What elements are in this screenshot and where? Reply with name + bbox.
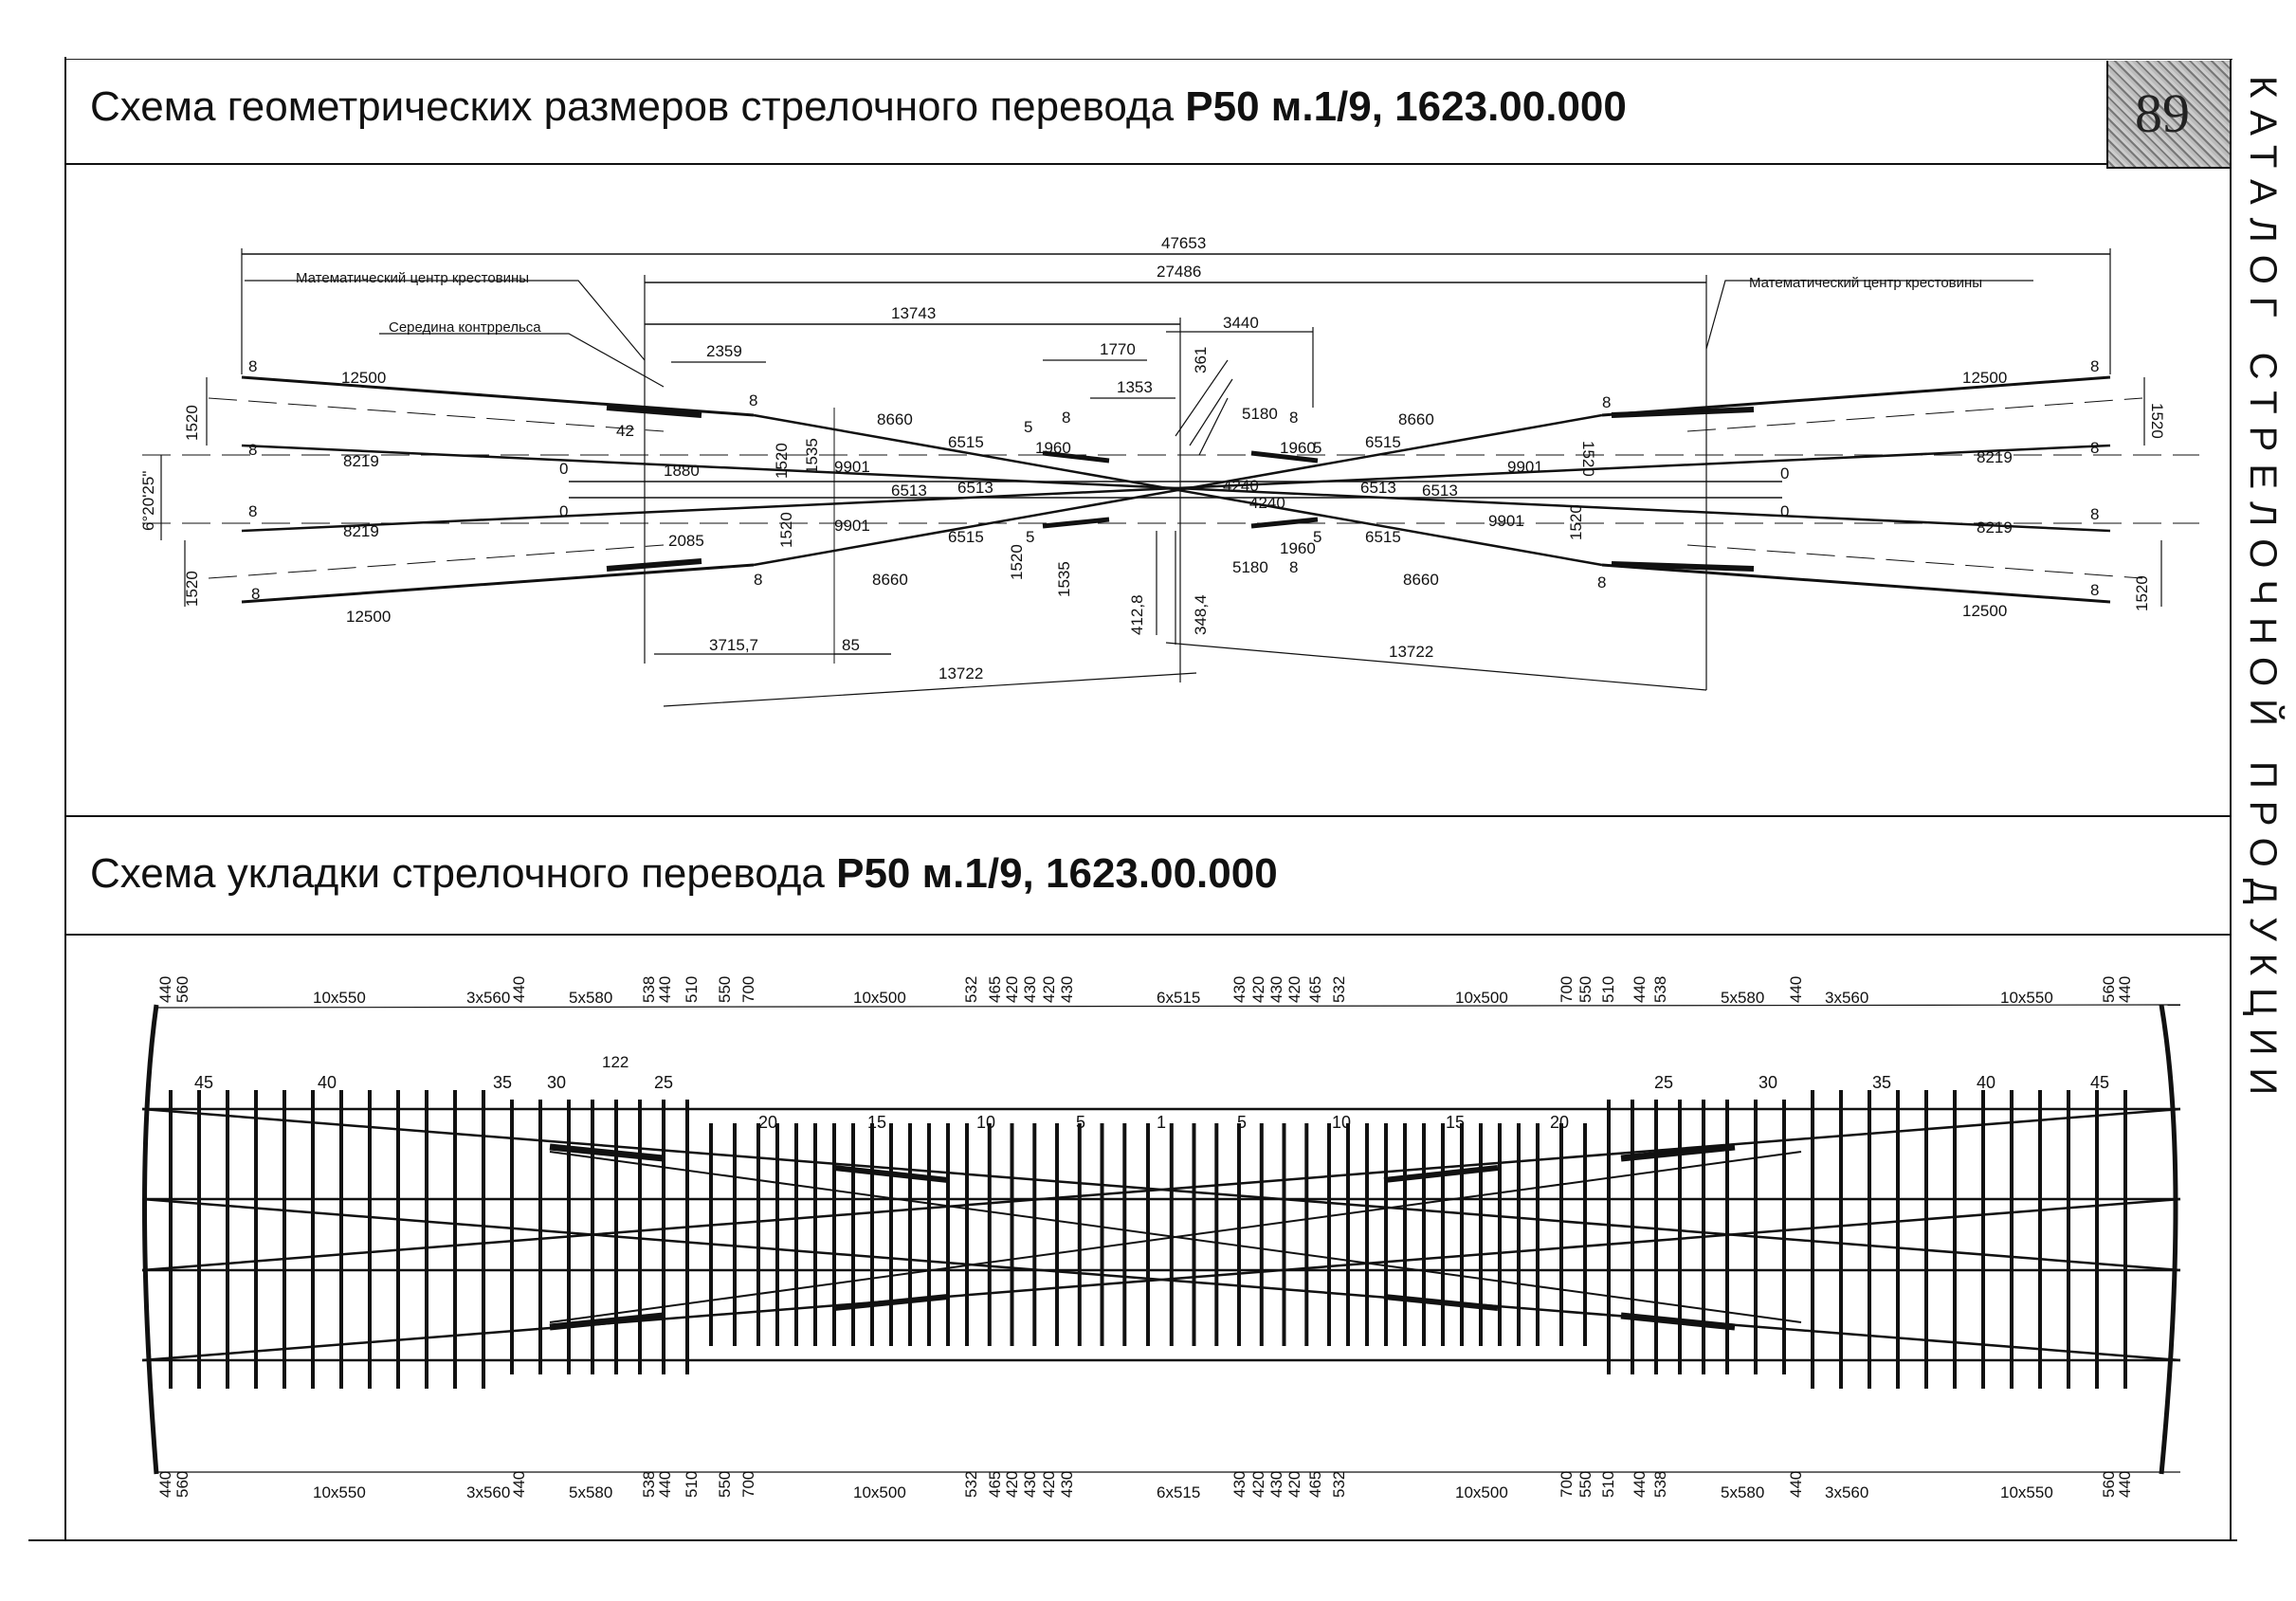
dim-8219-l1: 8219 [343, 452, 379, 470]
sleeper-number: 10 [976, 1113, 996, 1132]
dim-6515-tl: 6515 [948, 433, 984, 451]
layout-dim-label: 560 [2100, 975, 2118, 1003]
layout-dim-label: 5x580 [1721, 1483, 1765, 1501]
dim-2359: 2359 [706, 342, 742, 360]
dim-4240-a: 4240 [1223, 477, 1259, 495]
dim-9901-br: 9901 [1488, 512, 1524, 530]
layout-dim-label: 10x500 [853, 1483, 906, 1501]
dim-6515-bl: 6515 [948, 528, 984, 546]
layout-dim-label: 10x550 [2000, 989, 2053, 1007]
layout-dim-label: 10x500 [1455, 1483, 1508, 1501]
dim-122: 122 [602, 1053, 629, 1071]
layout-dim-label: 700 [739, 1470, 757, 1498]
node-8-bl: 8 [251, 585, 261, 603]
dim-1960-tl: 1960 [1035, 439, 1071, 457]
dim-8660-br: 8660 [1403, 571, 1439, 589]
layout-dim-label: 5x580 [569, 989, 613, 1007]
sleeper-number: 35 [493, 1073, 513, 1092]
dim-1520-c5: 1520 [777, 512, 795, 548]
layout-dim-label: 420 [1040, 975, 1058, 1003]
layout-dim-label: 465 [1306, 1470, 1324, 1498]
node-8-c: 8 [1602, 393, 1612, 411]
layout-dim-label: 440 [1787, 1470, 1805, 1498]
layout-dim-label: 550 [1576, 975, 1594, 1003]
dim-1520-lb: 1520 [183, 571, 201, 607]
layout-dim-label: 560 [173, 975, 191, 1003]
node-5-d: 5 [1026, 528, 1035, 546]
dim-1520-c2: 1520 [1579, 441, 1597, 477]
sleeper-number: 5 [1237, 1113, 1248, 1132]
sleeper-number: 25 [654, 1073, 674, 1092]
layout-dim-label: 5x580 [1721, 989, 1765, 1007]
node-8-l2: 8 [248, 441, 258, 459]
layout-dim-label: 10x500 [1455, 989, 1508, 1007]
dim-412: 412,8 [1128, 594, 1146, 635]
label-guard-rail-middle: Середина контррельса [389, 319, 541, 336]
sleeper-number: 40 [1977, 1073, 1996, 1092]
dim-1353: 1353 [1117, 378, 1153, 396]
layout-dim-label: 532 [1330, 1470, 1348, 1498]
node-8-g: 8 [1289, 558, 1299, 576]
dim-5180-b: 5180 [1232, 558, 1268, 576]
dim-8219-r1: 8219 [1977, 448, 2013, 466]
dim-8219-l2: 8219 [343, 522, 379, 540]
layout-dim-label: 10x550 [313, 989, 366, 1007]
layout-dim-label: 550 [1576, 1470, 1594, 1498]
layout-dim-label: 510 [683, 1470, 701, 1498]
sleeper-number: 30 [547, 1073, 567, 1092]
dim-1520-rb: 1520 [2133, 575, 2151, 611]
layout-dim-label: 5x580 [569, 1483, 613, 1501]
node-8-b: 8 [754, 571, 763, 589]
layout-dim-label: 3x560 [1825, 1483, 1869, 1501]
dim-4240-b: 4240 [1249, 494, 1285, 512]
layout-dim-label: 550 [716, 975, 734, 1003]
layout-dim-label: 420 [1285, 1470, 1303, 1498]
layout-dim-label: 430 [1021, 975, 1039, 1003]
node-0-a: 0 [559, 460, 569, 478]
dim-9901-bl: 9901 [834, 517, 870, 535]
node-8-e: 8 [1062, 409, 1071, 427]
dim-12500-tr: 12500 [1962, 369, 2008, 387]
sleeper-number: 40 [318, 1073, 337, 1092]
layout-dim-label: 420 [1003, 1470, 1021, 1498]
layout-dim-label: 700 [739, 975, 757, 1003]
sleeper-number: 20 [758, 1113, 778, 1132]
dim-1960-br: 1960 [1280, 539, 1316, 557]
layout-dim-label: 440 [1631, 975, 1649, 1003]
layout-dim-label: 440 [2116, 1470, 2134, 1498]
node-8-tr: 8 [2090, 357, 2100, 375]
dim-42: 42 [616, 422, 634, 440]
node-0-d: 0 [1780, 502, 1790, 520]
layout-dim-label: 700 [1558, 975, 1576, 1003]
dim-12500-br: 12500 [1962, 602, 2008, 620]
node-5-a: 5 [1024, 418, 1033, 436]
dim-total-length: 47653 [1161, 234, 1207, 252]
layout-dim-label: 430 [1058, 1470, 1076, 1498]
dim-2085: 2085 [668, 532, 704, 550]
sleeper-number: 10 [1332, 1113, 1352, 1132]
sleeper-number: 20 [1550, 1113, 1570, 1132]
sleeper-number: 30 [1758, 1073, 1778, 1092]
sleeper-number: 25 [1654, 1073, 1674, 1092]
dim-361: 361 [1192, 346, 1210, 373]
sleeper-number: 45 [2090, 1073, 2110, 1092]
layout-dim-label: 420 [1249, 975, 1267, 1003]
layout-dim-label: 700 [1558, 1470, 1576, 1498]
node-8-l3: 8 [248, 502, 258, 520]
dim-12500-tl: 12500 [341, 369, 387, 387]
layout-dim-label: 538 [1651, 1470, 1669, 1498]
layout-dim-label: 440 [510, 975, 528, 1003]
dim-1535-a: 1535 [803, 438, 821, 474]
dim-angle: 6°20'25" [139, 470, 157, 531]
dim-348: 348,4 [1192, 594, 1210, 635]
dim-3715: 3715,7 [709, 636, 758, 654]
dim-12500-bl: 12500 [346, 608, 392, 626]
dim-8660-tr: 8660 [1398, 410, 1434, 428]
sleeper-number: 15 [1446, 1113, 1466, 1132]
dim-1520-c3: 1520 [1008, 544, 1026, 580]
layout-dim-label: 440 [510, 1470, 528, 1498]
dim-8660-bl: 8660 [872, 571, 908, 589]
dim-6515-tr: 6515 [1365, 433, 1401, 451]
dim-6513-r2: 6513 [1422, 482, 1458, 500]
node-8-r2: 8 [2090, 439, 2100, 457]
label-math-center-left: Математический центр крестовины [296, 270, 530, 286]
dim-5180-t: 5180 [1242, 405, 1278, 423]
dim-1520-r: 1520 [2148, 403, 2166, 439]
layout-dim-label: 538 [640, 1470, 658, 1498]
dim-9901-tr: 9901 [1507, 458, 1543, 476]
layout-dim-label: 430 [1267, 975, 1285, 1003]
layout-dim-label: 430 [1267, 1470, 1285, 1498]
dim-inner-length: 27486 [1157, 263, 1202, 281]
section1-title-prefix: Схема геометрических размеров стрелочного перевода [90, 83, 1186, 130]
node-5-c: 5 [1313, 528, 1322, 546]
layout-dim-label: 532 [962, 1470, 980, 1498]
node-5-b: 5 [1313, 439, 1322, 457]
dim-1520-c4: 1520 [1567, 504, 1585, 540]
layout-dim-label: 465 [986, 1470, 1004, 1498]
section1-title-bold: Р50 м.1/9, 1623.00.000 [1185, 83, 1627, 130]
dim-6515-br: 6515 [1365, 528, 1401, 546]
dim-13722-l: 13722 [938, 664, 984, 682]
node-8-d: 8 [1597, 573, 1607, 591]
layout-dim-label: 420 [1249, 1470, 1267, 1498]
layout-dim-label: 560 [2100, 1470, 2118, 1498]
layout-dim-label: 560 [173, 1470, 191, 1498]
layout-dim-label: 538 [640, 975, 658, 1003]
layout-dim-label: 510 [1599, 1470, 1617, 1498]
layout-dim-label: 440 [1787, 975, 1805, 1003]
layout-dim-label: 6x515 [1157, 1483, 1201, 1501]
dim-1520-c1: 1520 [773, 443, 791, 479]
layout-dim-label: 10x500 [853, 989, 906, 1007]
dim-1520-l: 1520 [183, 405, 201, 441]
node-8-br: 8 [2090, 581, 2100, 599]
node-8-a: 8 [749, 391, 758, 409]
dim-1535-b: 1535 [1055, 561, 1073, 597]
node-8-f: 8 [1289, 409, 1299, 427]
layout-dim-label: 6x515 [1157, 989, 1201, 1007]
layout-dim-label: 430 [1058, 975, 1076, 1003]
layout-dim-label: 420 [1003, 975, 1021, 1003]
dim-half-left: 13743 [891, 304, 937, 322]
sleeper-number: 35 [1872, 1073, 1892, 1092]
layout-dim-label: 440 [156, 975, 174, 1003]
label-math-center-right: Математический центр крестовины [1749, 275, 1983, 291]
layout-dim-label: 420 [1040, 1470, 1058, 1498]
node-0-b: 0 [559, 502, 569, 520]
layout-dim-label: 430 [1230, 1470, 1248, 1498]
sleeper-number: 45 [194, 1073, 214, 1092]
layout-dim-label: 3x560 [466, 989, 511, 1007]
dim-3440: 3440 [1223, 314, 1259, 332]
page-number: 89 [2135, 82, 2190, 144]
dim-85: 85 [842, 636, 860, 654]
section2-title-bold: Р50 м.1/9, 1623.00.000 [836, 850, 1278, 897]
layout-dim-label: 532 [962, 975, 980, 1003]
layout-dim-label: 550 [716, 1470, 734, 1498]
layout-dim-label: 465 [986, 975, 1004, 1003]
sleeper-number: 1 [1157, 1113, 1167, 1132]
dim-6513-r1: 6513 [1360, 479, 1396, 497]
layout-dim-label: 3x560 [1825, 989, 1869, 1007]
layout-dim-label: 430 [1021, 1470, 1039, 1498]
layout-dim-label: 440 [1631, 1470, 1649, 1498]
node-8-r3: 8 [2090, 505, 2100, 523]
layout-dim-label: 538 [1651, 975, 1669, 1003]
layout-dim-label: 10x550 [313, 1483, 366, 1501]
dim-1960-tr: 1960 [1280, 439, 1316, 457]
layout-dim-label: 420 [1285, 975, 1303, 1003]
layout-dim-label: 440 [656, 1470, 674, 1498]
dim-6513-l2: 6513 [957, 479, 993, 497]
section2-title-prefix: Схема укладки стрелочного перевода [90, 850, 837, 897]
layout-dim-label: 532 [1330, 975, 1348, 1003]
node-0-c: 0 [1780, 464, 1790, 482]
layout-dim-label: 440 [2116, 975, 2134, 1003]
dim-8660-tl: 8660 [877, 410, 913, 428]
layout-dim-label: 465 [1306, 975, 1324, 1003]
dim-1770: 1770 [1100, 340, 1136, 358]
layout-dim-label: 3x560 [466, 1483, 511, 1501]
sleeper-number: 15 [867, 1113, 887, 1132]
layout-dim-label: 440 [156, 1470, 174, 1498]
dim-1880: 1880 [664, 462, 700, 480]
side-caption-text: КАТАЛОГ СТРЕЛОЧНОЙ ПРОДУКЦИИ [2242, 76, 2284, 1108]
layout-dim-label: 430 [1230, 975, 1248, 1003]
layout-dim-label: 10x550 [2000, 1483, 2053, 1501]
layout-dim-label: 510 [1599, 975, 1617, 1003]
sleeper-number: 5 [1076, 1113, 1086, 1132]
dim-6513-l1: 6513 [891, 482, 927, 500]
dim-9901-tl: 9901 [834, 458, 870, 476]
layout-dim-label: 440 [656, 975, 674, 1003]
layout-dim-label: 510 [683, 975, 701, 1003]
dim-13722-r: 13722 [1389, 643, 1434, 661]
node-8-tl: 8 [248, 357, 258, 375]
dim-8219-r2: 8219 [1977, 519, 2013, 537]
